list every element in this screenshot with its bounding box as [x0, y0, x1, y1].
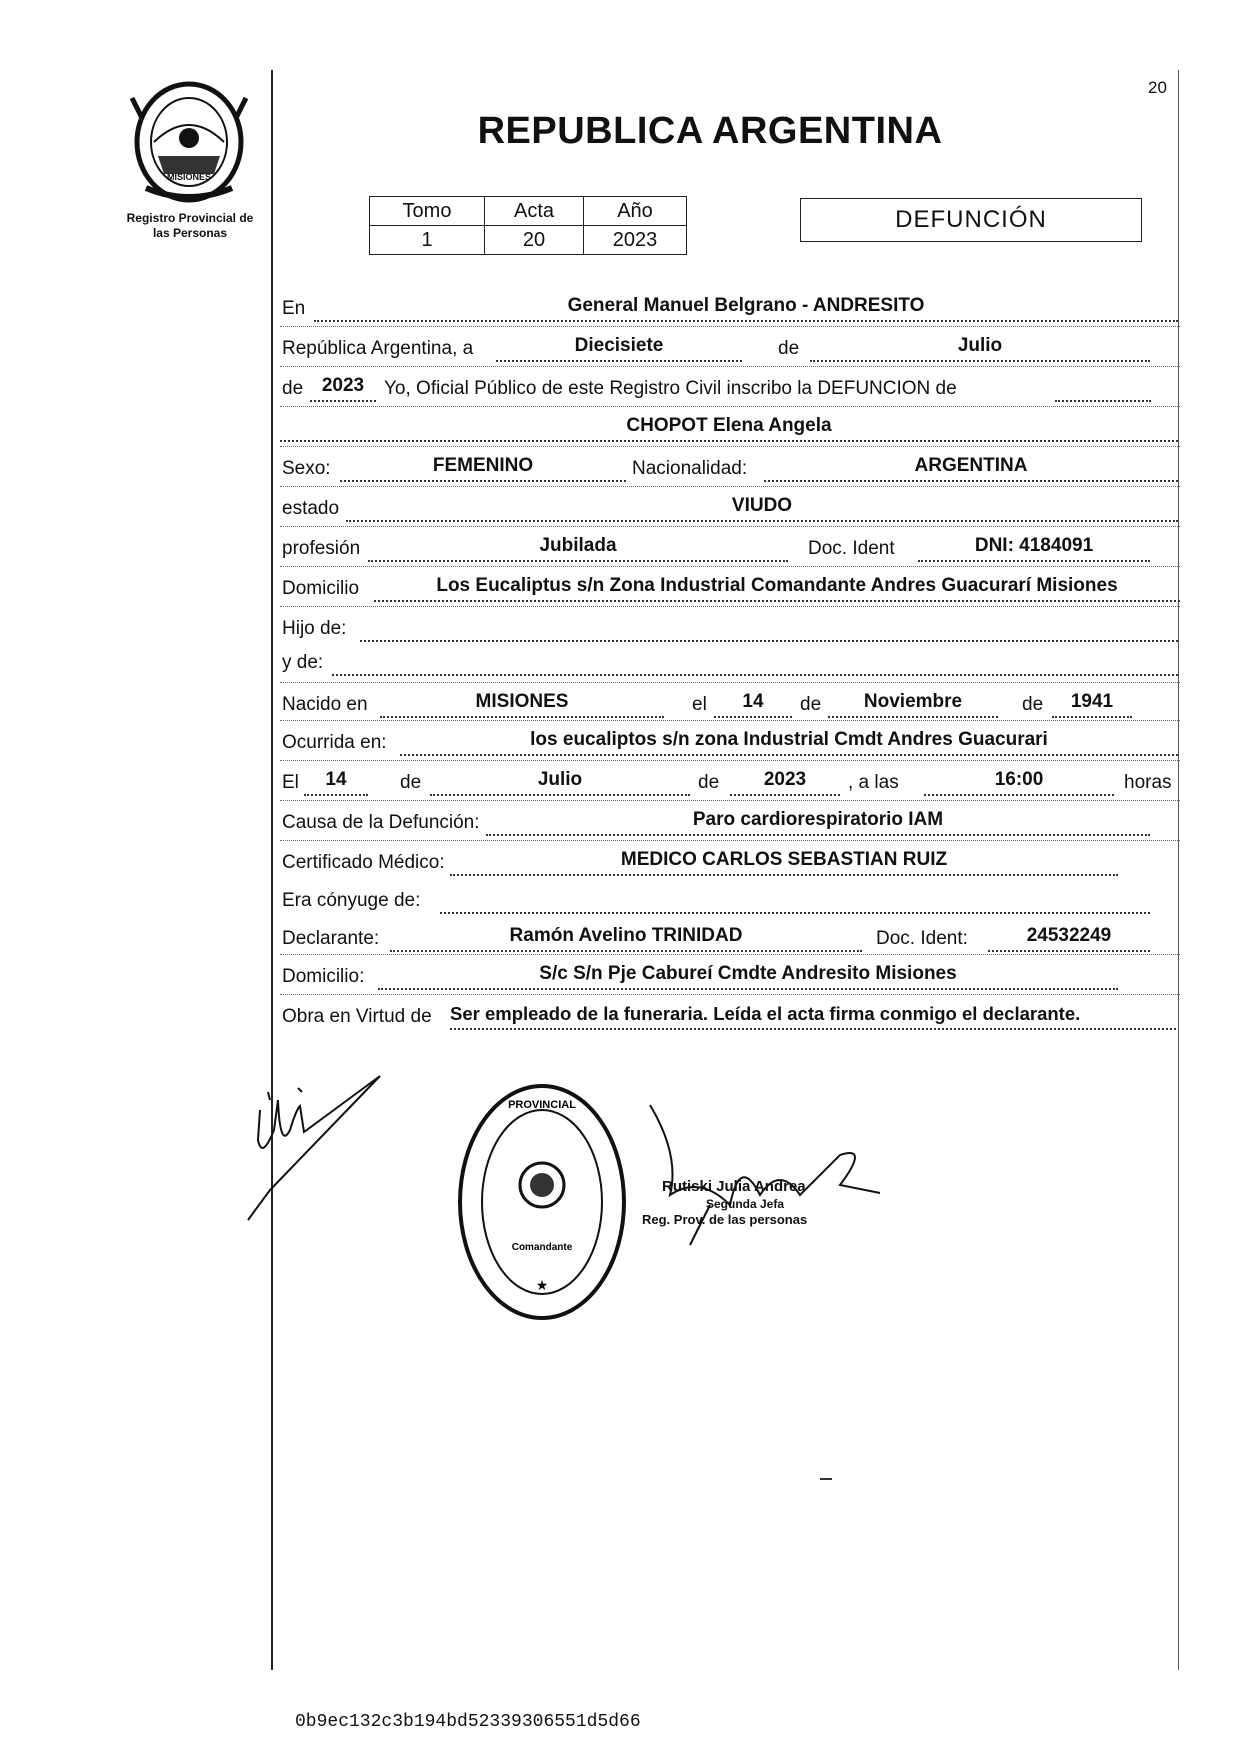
certificado-label: Certificado Médico:	[282, 852, 445, 873]
row-address	[280, 568, 1180, 606]
estado-value: VIUDO	[731, 495, 793, 516]
signatory-role: Segunda Jefa	[706, 1197, 785, 1211]
row-parent-2	[280, 642, 1180, 680]
sexo-value: FEMENINO	[432, 455, 534, 476]
month-field	[810, 328, 1150, 362]
row-separator	[280, 566, 1180, 567]
certificado-value: MEDICO CARLOS SEBASTIAN RUIZ	[620, 849, 948, 870]
declarante-field	[390, 918, 862, 952]
causa-value: Paro cardiorespiratorio IAM	[692, 809, 944, 830]
seal-bottom-text: MISIONES	[166, 172, 211, 182]
day-words-value: Diecisiete	[574, 335, 664, 356]
svg-text:PROVINCIAL: PROVINCIAL	[508, 1099, 576, 1111]
yde-field	[332, 642, 1178, 676]
page-title: REPUBLICA ARGENTINA	[477, 110, 943, 152]
de-label: de	[778, 338, 800, 359]
registry-line1: Registro Provincial de	[126, 211, 254, 225]
declarante-label: Declarante:	[282, 928, 380, 949]
dash-mark	[820, 1478, 832, 1480]
svg-text:★: ★	[535, 1277, 549, 1293]
act-type-box: DEFUNCIÓN	[800, 198, 1142, 242]
row-sex-nationality	[280, 448, 1180, 486]
row-separator	[280, 606, 1180, 607]
deceased-name-value: CHOPOT Elena Angela	[626, 415, 832, 436]
de-death-label: de	[400, 772, 422, 793]
causa-field	[486, 802, 1150, 836]
profesion-label: profesión	[282, 538, 361, 559]
sexo-field	[340, 448, 626, 482]
death-time-value: 16:00	[994, 769, 1044, 790]
year-value: 2023	[321, 375, 365, 396]
svg-text:Comandante: Comandante	[511, 1242, 573, 1253]
place-field	[314, 288, 1178, 322]
place-value: General Manuel Belgrano - ANDRESITO	[567, 295, 925, 316]
alas-label: , a las	[848, 772, 899, 793]
ano-header: Año	[584, 197, 687, 226]
conyuge-field	[440, 880, 1150, 914]
death-month-field	[430, 762, 690, 796]
de-birth-year-label: de	[1022, 694, 1044, 715]
doc-label: Doc. Ident	[808, 538, 895, 559]
ano-value: 2023	[584, 226, 687, 255]
row-separator	[280, 406, 1180, 407]
profesion-value: Jubilada	[539, 535, 617, 556]
causa-label: Causa de la Defunción:	[282, 812, 480, 833]
nacido-value: MISIONES	[475, 691, 569, 712]
left-margin-line	[271, 70, 273, 1670]
year-field	[310, 368, 376, 402]
conyuge-label: Era cónyuge de:	[282, 890, 421, 911]
ocurrida-value: los eucaliptos s/n zona Industrial Cmdt Andres Guacurari	[530, 729, 1048, 750]
doc2-label: Doc. Ident:	[876, 928, 968, 949]
row-parent-1	[280, 608, 1180, 646]
row-certificate	[280, 842, 1180, 880]
doc-field	[918, 528, 1150, 562]
en-label: En	[282, 298, 306, 319]
de-year-label: de	[282, 378, 304, 399]
inscription-tail-field	[1055, 368, 1151, 402]
day-field	[496, 328, 742, 362]
row-separator	[280, 682, 1180, 683]
yde-label: y de:	[282, 652, 324, 673]
row-separator	[280, 840, 1180, 841]
row-spouse	[280, 880, 1180, 918]
nacionalidad-field	[764, 448, 1178, 482]
domicilio2-value: S/c S/n Pje Cabureí Cmdte Andresito Misiones	[539, 963, 957, 984]
declarante-value: Ramón Avelino TRINIDAD	[509, 925, 743, 946]
page-number: 20	[1148, 78, 1167, 97]
doc-value: DNI: 4184091	[974, 535, 1094, 556]
row-separator	[280, 446, 1180, 447]
obra-field	[450, 996, 1176, 1030]
death-day-value: 14	[325, 769, 347, 790]
official-signature-icon	[640, 1095, 885, 1255]
nacionalidad-value: ARGENTINA	[914, 455, 1028, 476]
domicilio-value: Los Eucaliptus s/n Zona Industrial Comandante Andres Guacurarí Misiones	[436, 575, 1118, 596]
death-year-field	[730, 762, 840, 796]
row-separator	[280, 326, 1180, 327]
ocurrida-field	[400, 722, 1178, 756]
declarant-signature-icon	[240, 1070, 410, 1240]
doc2-value: 24532249	[1026, 925, 1112, 946]
document-hash: 0b9ec132c3b194bd52339306551d5d66	[295, 1712, 641, 1732]
book-reference-table	[369, 196, 687, 255]
registry-line2: las Personas	[152, 226, 228, 240]
row-separator	[280, 486, 1180, 487]
signatory-office: Reg. Prov. de las personas	[642, 1212, 808, 1227]
de-birth-label: de	[800, 694, 822, 715]
hijo-field	[360, 608, 1178, 642]
domicilio-field	[374, 568, 1180, 602]
domicilio2-label: Domicilio:	[282, 966, 365, 987]
death-month-value: Julio	[537, 769, 583, 790]
nacido-label: Nacido en	[282, 694, 368, 715]
death-year-value: 2023	[763, 769, 807, 790]
row-civil-status	[280, 488, 1180, 526]
row-declarant	[280, 918, 1180, 956]
birth-year-value: 1941	[1070, 691, 1114, 712]
death-day-field	[304, 762, 368, 796]
obra-value: Ser empleado de la funeraria. Leída el acta firma conmigo el declarante.	[450, 1003, 1081, 1024]
row-separator	[280, 994, 1180, 995]
estado-field	[346, 488, 1178, 522]
hijo-label: Hijo de:	[282, 618, 347, 639]
row-cause	[280, 802, 1180, 840]
month-value: Julio	[957, 335, 1003, 356]
republic-label: República Argentina, a	[282, 338, 474, 359]
row-place	[280, 288, 1180, 326]
obra-label: Obra en Virtud de	[282, 1006, 432, 1027]
row-reason	[280, 996, 1180, 1034]
nacido-field	[380, 684, 664, 718]
row-separator	[280, 954, 1180, 955]
row-separator	[280, 720, 1180, 721]
acta-value: 20	[485, 226, 584, 255]
death-time-field	[924, 762, 1114, 796]
row-death-datetime	[280, 762, 1180, 800]
birth-day-field	[714, 684, 792, 718]
birth-year-field	[1052, 684, 1132, 718]
tomo-header: Tomo	[370, 197, 485, 226]
acta-header: Acta	[485, 197, 584, 226]
coat-of-arms-icon	[130, 78, 248, 206]
deceased-name-field	[280, 408, 1178, 442]
official-stamp-icon	[455, 1080, 630, 1325]
row-death-place	[280, 722, 1180, 760]
estado-label: estado	[282, 498, 340, 519]
El-label: El	[282, 772, 299, 793]
birth-month-field	[828, 684, 998, 718]
row-birth	[280, 684, 1180, 722]
domicilio2-field	[378, 956, 1118, 990]
nacionalidad-label: Nacionalidad:	[632, 458, 748, 479]
row-separator	[280, 526, 1180, 527]
domicilio-label: Domicilio	[282, 578, 360, 599]
horas-label: horas	[1124, 772, 1172, 793]
row-inscription	[280, 368, 1180, 406]
doc2-field	[988, 918, 1150, 952]
sexo-label: Sexo:	[282, 458, 331, 479]
row-deceased-name	[280, 408, 1180, 446]
row-date	[280, 328, 1180, 366]
profesion-field	[368, 528, 788, 562]
row-declarant-address	[280, 956, 1180, 994]
signatory-name: Rutiski Julia Andrea	[662, 1178, 806, 1195]
certificado-field	[450, 842, 1118, 876]
row-separator	[280, 800, 1180, 801]
tomo-value: 1	[370, 226, 485, 255]
el-label: el	[692, 694, 707, 715]
row-profession	[280, 528, 1180, 566]
birth-month-value: Noviembre	[863, 691, 963, 712]
row-separator	[280, 760, 1180, 761]
row-separator	[280, 366, 1180, 367]
registry-name	[100, 211, 280, 241]
de-death-year-label: de	[698, 772, 720, 793]
ocurrida-label: Ocurrida en:	[282, 732, 387, 753]
inscription-text: Yo, Oficial Público de este Registro Civil inscribo la DEFUNCION de	[384, 378, 957, 399]
birth-day-value: 14	[742, 691, 764, 712]
